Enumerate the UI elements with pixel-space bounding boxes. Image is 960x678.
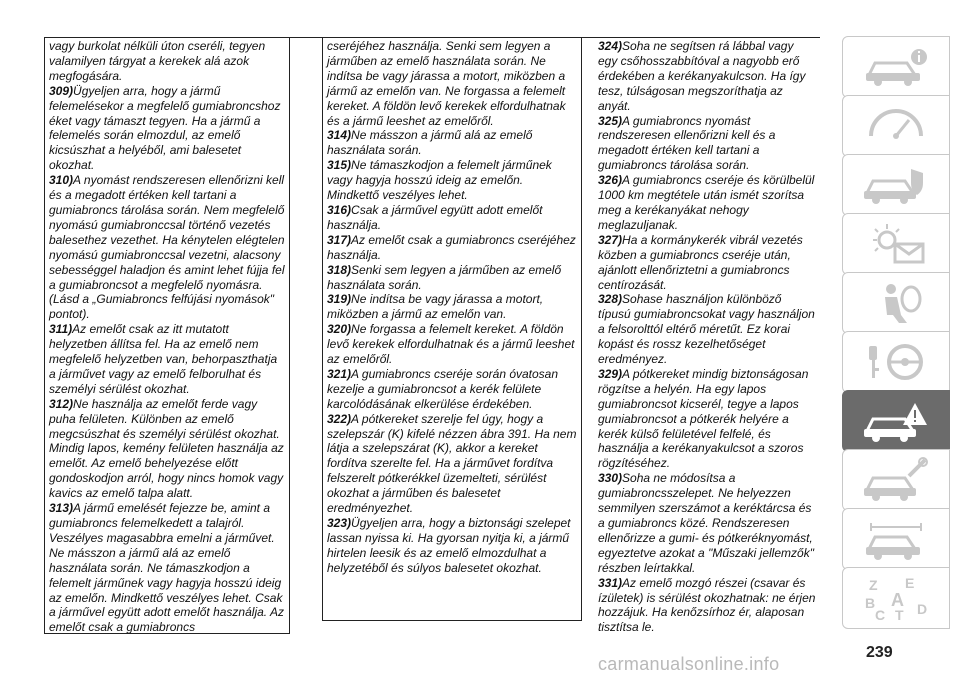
note-text: Senki sem legyen a járműben az emelő használata során. (327, 262, 562, 292)
note-paragraph (327, 322, 577, 367)
chapter-tab-car-info[interactable] (842, 36, 950, 98)
note-paragraph (327, 263, 577, 293)
dashboard-gauge-icon (861, 102, 931, 150)
index-letter: E (905, 575, 915, 591)
watermark: carmanualsonline.info (598, 654, 780, 674)
chapter-tab-safety-devices[interactable] (842, 272, 950, 334)
note-number: 319) (327, 292, 352, 307)
index-letter: A (891, 590, 904, 610)
note-text: Ne használja az emelőt ferde vagy puha felületen. Különben az emelő megcsúszhat és személyi sérülést okozhat. Mindig lapos, kemény felületen használja az emelőt. Az emelő behelyezése előtt gondoskodjon arról, hogy nincs homok vagy kavics az emelő talpa alatt. (49, 396, 284, 501)
car-info-icon (861, 43, 931, 91)
text-column-middle (322, 38, 582, 621)
note-paragraph (598, 173, 816, 233)
note-text: A pótkereket szerelje fel úgy, hogy a szelepszár (K) kifelé nézzen ábra 391. Ha nem látja a szelepszárat (K), akkor a kereket fordítva szerelte fel. Ha a járművet fordítva felszerelt pótkerékkel üzemelteti, sérülést okozhat a járműben és balesetet eredményezhet. (327, 411, 577, 516)
note-paragraph (598, 367, 816, 471)
note-paragraph (598, 39, 816, 114)
note-text: A pótkereket mindig biztonságosan rögzítse a helyén. Ha egy lapos gumiabroncsot kicserél, tegye a lapos gumiabroncsot a pótkerék helyére a kerék külső felületével felfelé, és használja a kerékanyakulcsot a szoros rögzítéséhez. (598, 366, 809, 471)
chapter-tab-service[interactable] (842, 449, 950, 511)
note-paragraph (49, 173, 285, 322)
note-paragraph (598, 114, 816, 174)
note-paragraph (598, 471, 816, 575)
note-paragraph (327, 292, 577, 322)
note-paragraph (327, 158, 577, 203)
index-letter: D (917, 601, 928, 617)
note-paragraph (327, 128, 577, 158)
note-text: Ne támaszkodjon a felemelt járműnek vagy hagyja hosszú ideig az emelőn. Mindkettő veszélyes lehet. (327, 158, 552, 203)
note-number: 325) (598, 113, 623, 128)
note-paragraph (49, 397, 285, 501)
note-number: 309) (49, 83, 74, 98)
alphabet-index-icon (861, 574, 931, 622)
note-paragraph (327, 367, 577, 412)
text-column-left (44, 38, 290, 634)
index-letter: B (865, 595, 876, 611)
note-text: cseréjéhez használja. Senki sem legyen a járműben az emelő használata során. Ne indítsa be vagy járassa a motort, miközben a jármű az emelőn van. Ne forgassa a felemelt kereket. A földön levő kerekek elfordulhatnak és a jármű leeshet az emelőről. (327, 39, 566, 128)
note-number: 330) (598, 471, 623, 486)
note-text: A gumiabroncs nyomást rendszeresen ellenőrizni kell és a megadott értéken kell tartani a gumiabroncs tárolása során. (598, 113, 776, 173)
index-letter: C (875, 607, 886, 623)
key-steering-icon (861, 338, 931, 386)
note-text: Ne másszon a jármű alá az emelő használata során. (327, 128, 533, 158)
note-number: 315) (327, 158, 352, 173)
note-number: 318) (327, 262, 352, 277)
chapter-tab-index[interactable] (842, 567, 950, 629)
note-paragraph (598, 576, 816, 636)
note-number: 316) (327, 202, 352, 217)
chapter-tab-safety[interactable] (842, 154, 950, 216)
note-number: 312) (49, 396, 74, 411)
note-number: 311) (49, 322, 73, 337)
note-number: 322) (327, 411, 352, 426)
note-number: 317) (327, 232, 352, 247)
note-text: Csak a járművel együtt adott emelőt használja. (327, 202, 543, 232)
note-number: 326) (598, 173, 623, 188)
chapter-tab-start-driving[interactable] (842, 213, 950, 275)
note-paragraph (327, 516, 577, 576)
car-safety-icon (861, 161, 931, 209)
note-paragraph (327, 233, 577, 263)
car-breakdown-icon (861, 397, 931, 445)
note-number: 310) (49, 173, 74, 188)
note-number: 323) (327, 516, 352, 530)
note-text: Ne indítsa be vagy járassa a motort, miközben a jármű az emelőn van. (327, 292, 544, 322)
car-specs-icon (861, 515, 931, 563)
chapter-sidebar (842, 36, 950, 632)
note-paragraph (49, 322, 285, 397)
note-text: A nyomást rendszeresen ellenőrizni kell és a megadott értéken kell tartani a gumiabroncs tárolása során. Nem megfelelő nyomású gumiabronccsal történő vezetés balesethez vezethet. Ha kénytelen elégtelen nyomású gumiabronccsal vezetni, alacsony sebességgel haladjon és amint lehet fújja fel a gumiabroncsot a megfelelő nyomásra. (Lásd a „Gumiabroncs felfújási nyomások" pontot). (49, 173, 285, 322)
note-number: 320) (327, 322, 352, 337)
note-text: Soha ne módosítsa a gumiabroncsszelepet. Ne helyezzen semmilyen szerszámot a keréktárcsa és a gumiabroncs közé. Rendszeresen ellenőrizze a gumi- és pótkeréknyomást, egyeztetve azokat a "Műszaki jellemzők" részben leírtakkal. (598, 471, 814, 575)
index-letter: Z (869, 577, 878, 593)
page-number: 239 (866, 644, 893, 661)
note-text: Ne forgassa a felemelt kereket. A földön levő kerekek elfordulhatnak és a jármű leeshet az emelőről. (327, 322, 575, 367)
note-text: Az emelő mozgó részei (csavar és ízületek) is sérülést okozhatnak: ne érjen hozzájuk. Ha kenőzsírhoz ér, alaposan tisztítsa le. (598, 575, 816, 635)
note-number: 321) (327, 366, 352, 381)
index-letter: T (895, 607, 904, 623)
note-text: A jármű emelését fejezze be, amint a gumiabroncs felemelkedett a talajról. Veszélyes magasabbra emelni a járművet. Ne másszon a jármű alá az emelő használata során. Ne támaszkodjon a felemelt járműnek vagy hagyja hosszú ideig az emelőn. Mindkettő veszélyes lehet. Csak a járművel együtt adott emelőt használja. Az emelőt csak a gumiabroncs (49, 501, 285, 635)
note-text: A gumiabroncs cseréje és körülbelül 1000 km megtétele után ismét szorítsa meg a kerékanyákat nehogy meglazuljanak. (598, 173, 815, 232)
chapter-tab-specs[interactable] (842, 508, 950, 570)
note-number: 329) (598, 366, 623, 381)
note-paragraph (327, 39, 577, 128)
note-text: A gumiabroncs cseréje során óvatosan kezelje a gumiabroncsot a kerék felülete karcolódásának elkerülése érdekében. (327, 366, 559, 411)
note-number: 313) (49, 501, 74, 516)
note-text: Ha a kormánykerék vibrál vezetés közben a gumiabroncs cseréje után, ajánlott ellenőriztetni a gumiabroncs centírozását. (598, 232, 803, 292)
text-column-right (593, 38, 820, 635)
note-text: Ügyeljen arra, hogy a jármű felemelésekor a megfelelő gumiabroncshoz éket vagy támaszt tegyen. Ha a jármű a felemelés során elmozdul, az emelő kicsúszhat a helyéből, ami balesetet okozhat. (49, 83, 281, 173)
note-text: Soha ne segítsen rá lábbal vagy egy csőhosszabbítóval a nagyobb erő érdekében a kerékanyakulcson. Ha így tesz, túlságosan megszoríthatja az anyát. (598, 39, 806, 113)
note-number: 328) (598, 292, 623, 307)
note-number: 331) (598, 575, 623, 590)
note-paragraph (327, 203, 577, 233)
note-text: vagy burkolat nélküli úton cseréli, tegyen valamilyen tárgyat a kerekek alá azok megfogására. (49, 39, 266, 83)
chapter-tab-emergency[interactable] (842, 390, 950, 452)
note-paragraph (49, 84, 285, 173)
chapter-tab-dashboard[interactable] (842, 95, 950, 157)
note-text: Sohase használjon különböző típusú gumiabroncsokat vagy használjon a felsorolttól eltérő méretűt. Ez korai kopást és rossz kezelhetőséget eredményez. (598, 292, 815, 367)
note-paragraph (327, 412, 577, 516)
note-number: 324) (598, 39, 623, 53)
airbag-seat-icon (861, 279, 931, 327)
note-paragraph (598, 233, 816, 293)
note-number: 327) (598, 232, 623, 247)
chapter-tab-starting[interactable] (842, 331, 950, 393)
car-service-wrench-icon (861, 456, 931, 504)
note-paragraph (49, 501, 285, 635)
note-paragraph (49, 39, 285, 84)
note-paragraph (598, 292, 816, 367)
sun-envelope-icon (861, 220, 931, 268)
note-text: Az emelőt csak az itt mutatott helyzetben állítsa fel. Ha az emelő nem megfelelő helyzetben van, behorpaszthatja a járművet vagy az emelő felborulhat és személyi sérülést okozhat. (49, 322, 278, 396)
note-text: Az emelőt csak a gumiabroncs cseréjéhez használja. (327, 232, 576, 262)
note-text: Ügyeljen arra, hogy a biztonsági szelepet lassan nyissa ki. Ha gyorsan nyitja ki, a jármű hirtelen leesik és az emelő elmozdulhat a helyzetéből és súlyos balesetet okozhat. (327, 516, 571, 575)
note-number: 314) (327, 128, 352, 143)
